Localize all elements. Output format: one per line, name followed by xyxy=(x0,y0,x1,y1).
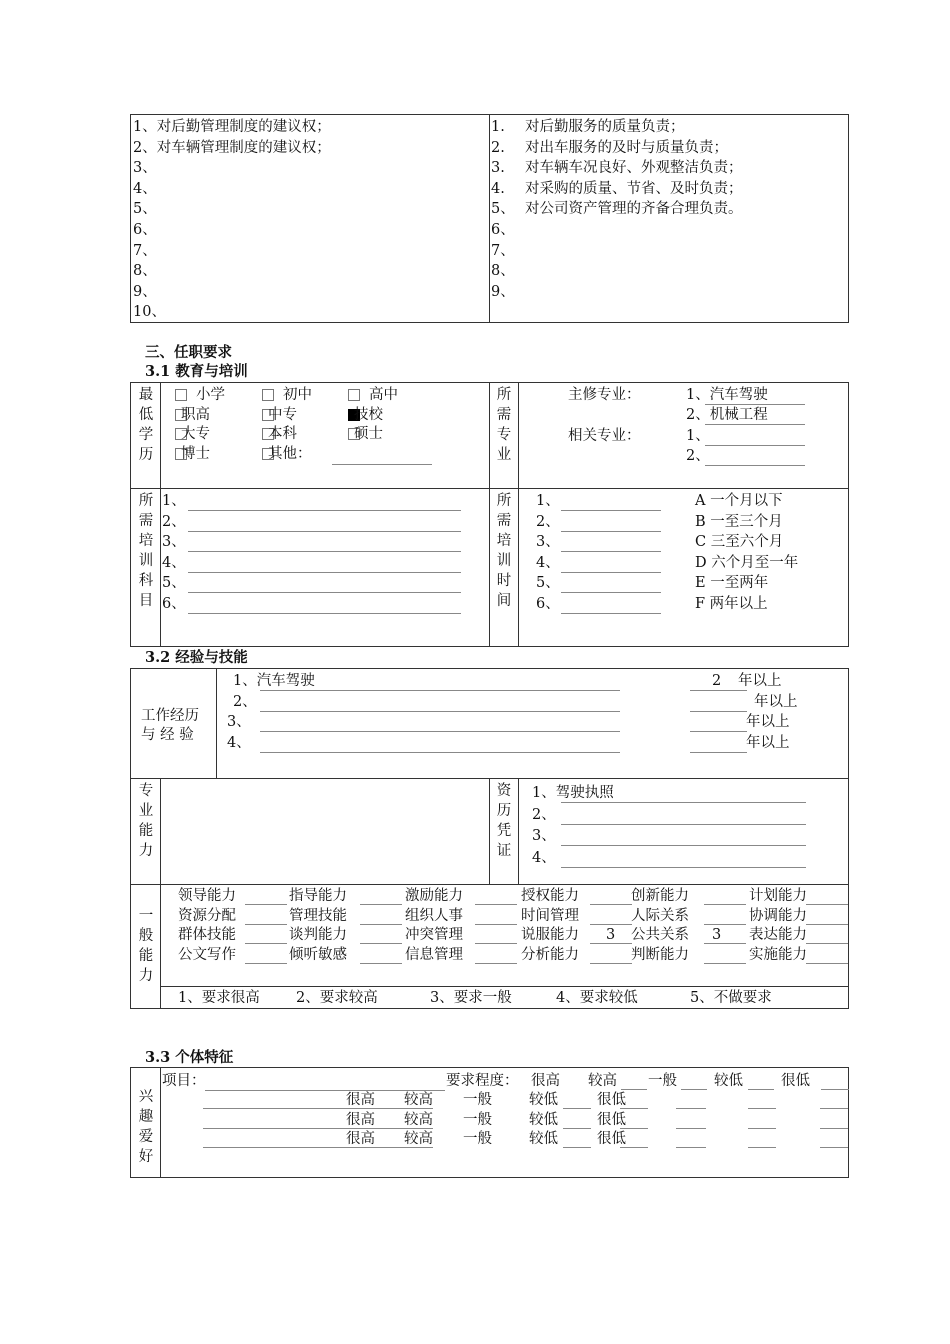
training-subject-item: 3、 xyxy=(162,534,186,550)
col-divider xyxy=(160,778,161,1009)
ability-name: 授权能力 xyxy=(521,888,579,904)
underline xyxy=(188,510,461,511)
related-major-item: 2、 xyxy=(686,448,710,464)
level-option: 一般 xyxy=(463,1092,492,1108)
level-option: 较高 xyxy=(404,1111,433,1128)
ability-name: 领导能力 xyxy=(178,888,236,904)
training-time-item: 4、 xyxy=(536,554,560,571)
underline xyxy=(690,752,747,753)
credential-item: 1、驾驶执照 xyxy=(532,785,614,801)
education-option-label: 博士 xyxy=(181,445,210,462)
ability-name: 指导能力 xyxy=(289,888,347,904)
training-duration-option: C 三至六个月 xyxy=(695,534,784,550)
ability-name: 表达能力 xyxy=(749,927,807,943)
duty-number: 1. xyxy=(491,119,505,135)
interests-label: 兴趣爱好 xyxy=(138,1089,154,1165)
level-option: 较高 xyxy=(404,1092,433,1108)
level-option: 很高 xyxy=(346,1092,375,1108)
rights-item: 3、 xyxy=(133,160,157,177)
ability-name: 信息管理 xyxy=(405,946,463,963)
work-experience-label-2: 与 经 验 xyxy=(141,727,194,743)
level-option: 很低 xyxy=(597,1111,626,1128)
underline xyxy=(676,1147,706,1148)
underline xyxy=(563,1128,591,1129)
underline xyxy=(561,824,806,825)
underline xyxy=(188,613,461,614)
training-time-item: 3、 xyxy=(536,534,560,550)
ability-name: 时间管理 xyxy=(521,907,579,924)
level-option: 很高 xyxy=(346,1111,375,1128)
underline xyxy=(590,943,632,944)
level-option: 一般 xyxy=(648,1073,677,1089)
training-time-label: 所需培训时间 xyxy=(496,493,512,609)
rights-item: 6、 xyxy=(133,222,157,238)
ability-legend-item: 2、要求较高 xyxy=(296,990,378,1006)
level-option: 较低 xyxy=(529,1092,558,1108)
ability-name: 实施能力 xyxy=(749,946,807,963)
underline xyxy=(705,424,805,425)
underline xyxy=(690,711,747,712)
ability-name: 群体技能 xyxy=(178,927,236,943)
duty-number: 6、 xyxy=(491,222,515,238)
col-divider xyxy=(489,382,490,647)
education-option-label: 高中 xyxy=(369,387,398,403)
underline xyxy=(704,924,746,925)
col-divider xyxy=(518,778,519,884)
ability-name: 创新能力 xyxy=(631,888,689,904)
underline xyxy=(475,943,517,944)
rights-duties-divider xyxy=(489,114,490,323)
credential-item: 4、 xyxy=(532,849,556,866)
level-option: 很高 xyxy=(346,1131,375,1147)
education-option-label: 职高 xyxy=(181,406,210,423)
underline xyxy=(690,731,747,732)
underline xyxy=(188,551,461,552)
underline xyxy=(563,1147,591,1148)
rights-item: 8、 xyxy=(133,263,157,280)
work-experience-label: 工作经历 xyxy=(141,708,199,724)
col-divider xyxy=(489,778,490,884)
ability-legend-item: 3、要求一般 xyxy=(430,990,512,1006)
level-option: 很低 xyxy=(597,1131,626,1147)
related-major-label: 相关专业： xyxy=(568,428,641,444)
education-option-label: 中专 xyxy=(268,406,297,423)
required-major-label: 所需专业 xyxy=(496,387,512,463)
ability-name: 谈判能力 xyxy=(289,927,347,943)
main-major-label: 主修专业： xyxy=(568,387,641,403)
ability-name: 说服能力 xyxy=(521,927,579,943)
rights-item: 1、对后勤管理制度的建议权； xyxy=(133,119,331,135)
underline xyxy=(260,711,620,712)
ability-name: 公共关系 xyxy=(631,927,689,943)
ability-name: 公文写作 xyxy=(178,946,236,963)
education-checkbox[interactable] xyxy=(348,389,360,401)
training-time-item: 5、 xyxy=(536,575,560,591)
duty-number: 4. xyxy=(491,180,505,197)
level-option: 一般 xyxy=(463,1111,492,1128)
underline xyxy=(561,845,806,846)
experience-years-unit: 年以上 xyxy=(738,673,782,689)
underline xyxy=(748,1108,776,1109)
related-major-item: 1、 xyxy=(686,428,710,444)
underline xyxy=(561,572,661,573)
underline xyxy=(681,1089,707,1090)
training-time-item: 1、 xyxy=(536,493,560,509)
experience-years-unit: 年以上 xyxy=(754,693,798,710)
level-option: 较低 xyxy=(714,1073,743,1089)
underline xyxy=(820,1128,848,1129)
training-duration-option: B 一至三个月 xyxy=(695,513,783,530)
duty-text: 对车辆车况良好、外观整洁负责； xyxy=(525,160,743,177)
underline xyxy=(704,943,746,944)
underline xyxy=(705,445,805,446)
duty-number: 5、 xyxy=(491,201,515,218)
duty-number: 9、 xyxy=(491,283,515,300)
duty-number: 8、 xyxy=(491,263,515,280)
underline xyxy=(260,731,620,732)
underline xyxy=(561,802,806,803)
ability-name: 资源分配 xyxy=(178,907,236,924)
underline xyxy=(676,1108,706,1109)
ability-legend-item: 4、要求较低 xyxy=(556,990,638,1006)
underline xyxy=(806,963,848,964)
col-divider xyxy=(160,1067,161,1178)
rights-item: 4、 xyxy=(133,180,157,197)
underline xyxy=(360,943,402,944)
ability-name: 分析能力 xyxy=(521,946,579,963)
subsection-personal-title: 3.3 个体特征 xyxy=(145,1049,234,1066)
level-option: 很低 xyxy=(597,1092,626,1108)
ability-name: 管理技能 xyxy=(289,907,347,924)
level-option: 一般 xyxy=(463,1131,492,1147)
underline xyxy=(203,1147,433,1148)
education-checkbox[interactable] xyxy=(262,389,274,401)
education-option-label: 初中 xyxy=(283,387,312,403)
ability-name: 倾听敏感 xyxy=(289,946,347,963)
rights-item: 7、 xyxy=(133,242,157,259)
underline xyxy=(188,531,461,532)
level-option: 很高 xyxy=(531,1073,560,1089)
underline xyxy=(748,1147,776,1148)
underline xyxy=(705,465,805,466)
training-subject-item: 1、 xyxy=(162,493,186,509)
underline xyxy=(245,963,287,964)
experience-item: 1、汽车驾驶 xyxy=(233,673,315,689)
duty-number: 7、 xyxy=(491,242,515,259)
education-option-label: 技校 xyxy=(354,406,383,423)
underline xyxy=(360,924,402,925)
experience-years-unit: 年以上 xyxy=(746,714,790,730)
underline xyxy=(561,613,661,614)
training-subject-item: 6、 xyxy=(162,595,186,612)
ability-legend-item: 5、不做要求 xyxy=(690,990,772,1006)
credential-item: 3、 xyxy=(532,828,556,844)
duty-number: 3. xyxy=(491,160,505,177)
row-divider xyxy=(160,986,849,987)
subsection-education-title: 3.1 教育与培训 xyxy=(145,363,248,380)
row-divider xyxy=(130,884,849,885)
training-duration-option: F 两年以上 xyxy=(695,595,768,612)
ability-name: 组织人事 xyxy=(405,907,463,924)
underline xyxy=(203,1128,433,1129)
underline xyxy=(475,963,517,964)
training-subject-item: 2、 xyxy=(162,513,186,530)
training-duration-option: A 一个月以下 xyxy=(695,493,783,509)
col-divider xyxy=(518,382,519,647)
ability-name: 人际关系 xyxy=(631,907,689,924)
level-option: 较低 xyxy=(529,1131,558,1147)
rights-item: 10、 xyxy=(133,304,166,321)
underline xyxy=(820,1147,848,1148)
professional-ability-label: 专业能力 xyxy=(138,783,154,859)
training-time-item: 2、 xyxy=(536,513,560,530)
ability-value: 3 xyxy=(606,927,616,943)
underline xyxy=(676,1128,706,1129)
underline xyxy=(360,904,402,905)
underline xyxy=(590,904,632,905)
underline xyxy=(748,1089,774,1090)
main-major-item: 1、汽车驾驶 xyxy=(686,387,768,403)
level-option: 较高 xyxy=(404,1131,433,1147)
underline xyxy=(245,943,287,944)
rights-item: 2、对车辆管理制度的建议权； xyxy=(133,139,331,156)
underline xyxy=(245,904,287,905)
underline xyxy=(475,904,517,905)
underline xyxy=(806,943,848,944)
training-subject-item: 5、 xyxy=(162,575,186,591)
education-checkbox[interactable] xyxy=(175,389,187,401)
col-divider xyxy=(160,382,161,647)
underline xyxy=(188,572,461,573)
underline xyxy=(748,1128,776,1129)
main-major-item: 2、机械工程 xyxy=(686,407,768,423)
underline xyxy=(561,551,661,552)
education-option-label: 硕士 xyxy=(354,426,383,442)
ability-name: 判断能力 xyxy=(631,946,689,963)
credentials-label: 资历凭证 xyxy=(496,783,512,859)
underline xyxy=(806,924,848,925)
ability-name: 冲突管理 xyxy=(405,927,463,943)
underline xyxy=(475,924,517,925)
underline xyxy=(561,510,661,511)
education-option-label: 小学 xyxy=(196,387,225,403)
rights-item: 5、 xyxy=(133,201,157,218)
experience-years-unit: 年以上 xyxy=(746,734,790,751)
experience-years-value: 2 xyxy=(712,673,722,689)
underline xyxy=(260,752,620,753)
underline xyxy=(806,904,848,905)
experience-item: 4、 xyxy=(227,734,251,751)
underline xyxy=(563,1108,591,1109)
underline xyxy=(203,1108,433,1109)
level-option: 较低 xyxy=(529,1111,558,1128)
underline xyxy=(820,1108,848,1109)
underline xyxy=(704,904,746,905)
training-time-item: 6、 xyxy=(536,595,560,612)
underline xyxy=(260,690,620,691)
level-option: 很低 xyxy=(781,1073,810,1089)
rights-item: 9、 xyxy=(133,283,157,300)
training-subject-item: 4、 xyxy=(162,554,186,571)
underline xyxy=(332,464,432,465)
duty-text: 对采购的质量、节省、及时负责； xyxy=(525,180,743,197)
item-label: 项目： xyxy=(162,1073,206,1089)
underline xyxy=(188,592,461,593)
duty-text: 对后勤服务的质量负责； xyxy=(525,119,685,135)
underline xyxy=(620,1147,648,1148)
underline xyxy=(590,963,632,964)
education-option-label: 大专 xyxy=(181,426,210,442)
training-subjects-label: 所需培训科目 xyxy=(138,493,154,609)
education-option-label: 其他： xyxy=(268,445,312,462)
ability-name: 计划能力 xyxy=(749,888,807,904)
duty-number: 2. xyxy=(491,139,505,156)
experience-item: 2、 xyxy=(233,693,257,710)
duty-text: 对出车服务的及时与质量负责； xyxy=(525,139,728,156)
level-option: 较高 xyxy=(588,1073,617,1089)
underline xyxy=(821,1089,849,1090)
underline xyxy=(561,867,806,868)
ability-name: 协调能力 xyxy=(749,907,807,924)
underline xyxy=(561,531,661,532)
ability-name: 激励能力 xyxy=(405,888,463,904)
credential-item: 2、 xyxy=(532,806,556,823)
underline xyxy=(245,924,287,925)
requirement-label: 要求程度： xyxy=(446,1073,519,1089)
education-option-label: 本科 xyxy=(268,426,297,442)
underline xyxy=(561,592,661,593)
underline xyxy=(690,690,747,691)
col-divider xyxy=(216,668,217,778)
training-duration-option: D 六个月至一年 xyxy=(695,554,799,571)
ability-legend-item: 1、要求很高 xyxy=(178,990,260,1006)
min-education-label: 最低学历 xyxy=(138,387,154,463)
subsection-experience-title: 3.2 经验与技能 xyxy=(145,649,248,666)
underline xyxy=(360,963,402,964)
experience-item: 3、 xyxy=(227,714,251,730)
duty-text: 对公司资产管理的齐备合理负责。 xyxy=(525,201,743,218)
training-duration-option: E 一至两年 xyxy=(695,575,769,591)
general-ability-label: 一般能力 xyxy=(138,908,154,984)
ability-value: 3 xyxy=(712,927,722,943)
section-title: 三、任职要求 xyxy=(145,344,232,361)
underline xyxy=(704,963,746,964)
